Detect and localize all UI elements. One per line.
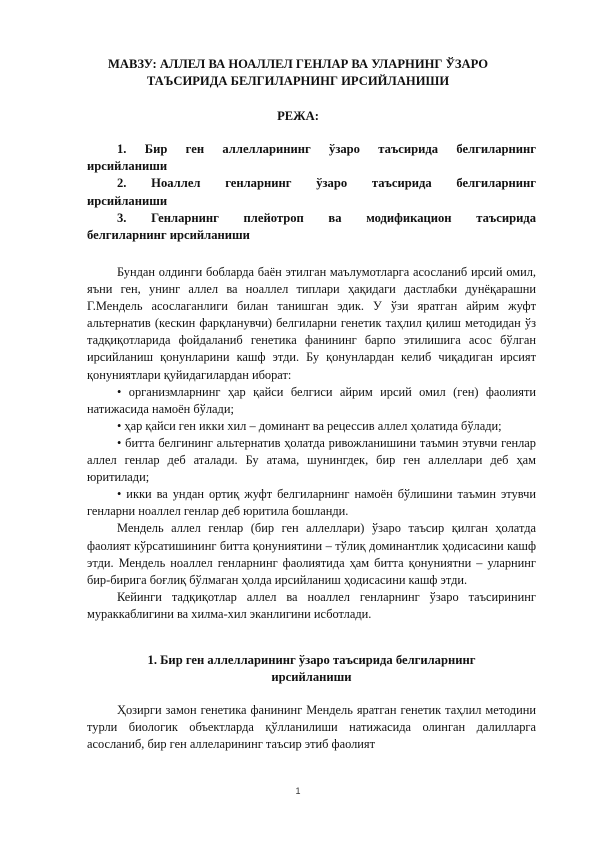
section-text bbox=[87, 702, 536, 753]
section-heading-line-2: ирсийланиши bbox=[271, 670, 352, 684]
paragraph: Ҳозирги замон генетика фанининг Мендель яратган генетик таҳлил методини турли биологик объектларда қўлланилиши натижасида олинган далилларга асосланиб, бир ген аллеларининг таъсир этиб фаолият bbox=[87, 703, 536, 752]
plan-item-first-line: 3. Генларнинг плейотроп ва модификацион таъсирида bbox=[117, 210, 536, 225]
bullet-paragraph: • ҳар қайси ген икки хил – доминант ва рецессив аллел ҳолатида бўлади; bbox=[117, 418, 502, 433]
plan-item-continuation: белгиларнинг ирсийланиши bbox=[87, 228, 250, 243]
plan-item bbox=[87, 175, 536, 209]
page-number: 1 bbox=[295, 786, 301, 796]
paragraph: Мендель аллел генлар (бир ген аллеллари) ўзаро таъсир қилган ҳолатда фаолият кўрсатишининг битта қонуниятини – тўлиқ доминантлик ҳодисасини кашф этди. Мендель ноаллел генларнинг фаолиятида ҳам битта қонуниятни – уларнинг бир-бирига боғлиқ бўлмаган ҳолда ирсийланиш ҳодисасини кашф этди. bbox=[87, 521, 536, 587]
document-title bbox=[60, 56, 536, 90]
bullet-paragraph: • организмларнинг ҳар қайси белгиси айрим ирсий омил (ген) фаолияти натижасида намоён бўлади; bbox=[87, 384, 536, 416]
plan-item bbox=[87, 210, 536, 244]
intro-text bbox=[87, 264, 536, 623]
paragraph: Бундан олдинги бобларда баён этилган маълумотларга асосланиб ирсий омил, яъни ген, унинг аллел ва ноаллел типлари ҳақидаги дастлабки дунёқарашни Г.Мендель асослаганлиги билан танишган эдик. У ўзи яратган айрим жуфт альтернатив (кескин фарқланувчи) белгиларни генетик таҳлил қилиш методидан ўз тадқиқотларида фойдаланиб генетика фанининг барпо этилишига асос бўлган ирсийланиш қонунларини кашф этди. Бу қонунлардан келиб чиқадиган ирсият қонуниятлари қуйидагилардан иборат: bbox=[87, 265, 536, 382]
plan-heading: РЕЖА: bbox=[277, 109, 319, 123]
plan-item-continuation: ирсийланиши bbox=[87, 159, 168, 174]
title-line-2: ТАЪСИРИДА БЕЛГИЛАРНИНГ ИРСИЙЛАНИШИ bbox=[146, 74, 450, 88]
plan-item-continuation: ирсийланиши bbox=[87, 193, 168, 208]
bullet-paragraph: • икки ва ундан ортиқ жуфт белгиларнинг намоён бўлишини таъмин этувчи генларни ноаллел генлар деб юритила бошланди. bbox=[87, 487, 536, 519]
bullet-paragraph: • битта белгининг альтернатив ҳолатда ривожланишини таъмин этувчи генлар аллел генлар деб аталади. Бу атама, шунингдек, бир ген аллеллари деб ҳам юритилади; bbox=[87, 435, 536, 485]
plan-item bbox=[87, 141, 536, 175]
section-heading-line-1: 1. Бир ген аллелларининг ўзаро таъсирида белгиларнинг bbox=[147, 653, 476, 667]
title-line-1: МАВЗУ: АЛЛЕЛ ВА НОАЛЛЕЛ ГЕНЛАР ВА УЛАРНИНГ ЎЗАРО bbox=[108, 57, 488, 71]
section-heading bbox=[87, 652, 536, 686]
paragraph: Кейинги тадқиқотлар аллел ва ноаллел генларнинг ўзаро таъсирининг мураккаблигини ва хилма-хил эканлигини исботлади. bbox=[87, 589, 536, 621]
plan-item-first-line: 1. Бир ген аллелларининг ўзаро таъсирида белгиларнинг bbox=[117, 142, 536, 156]
plan-item-first-line: 2. Ноаллел генларнинг ўзаро таъсирида белгиларнинг bbox=[117, 176, 536, 191]
plan-list bbox=[87, 141, 536, 244]
